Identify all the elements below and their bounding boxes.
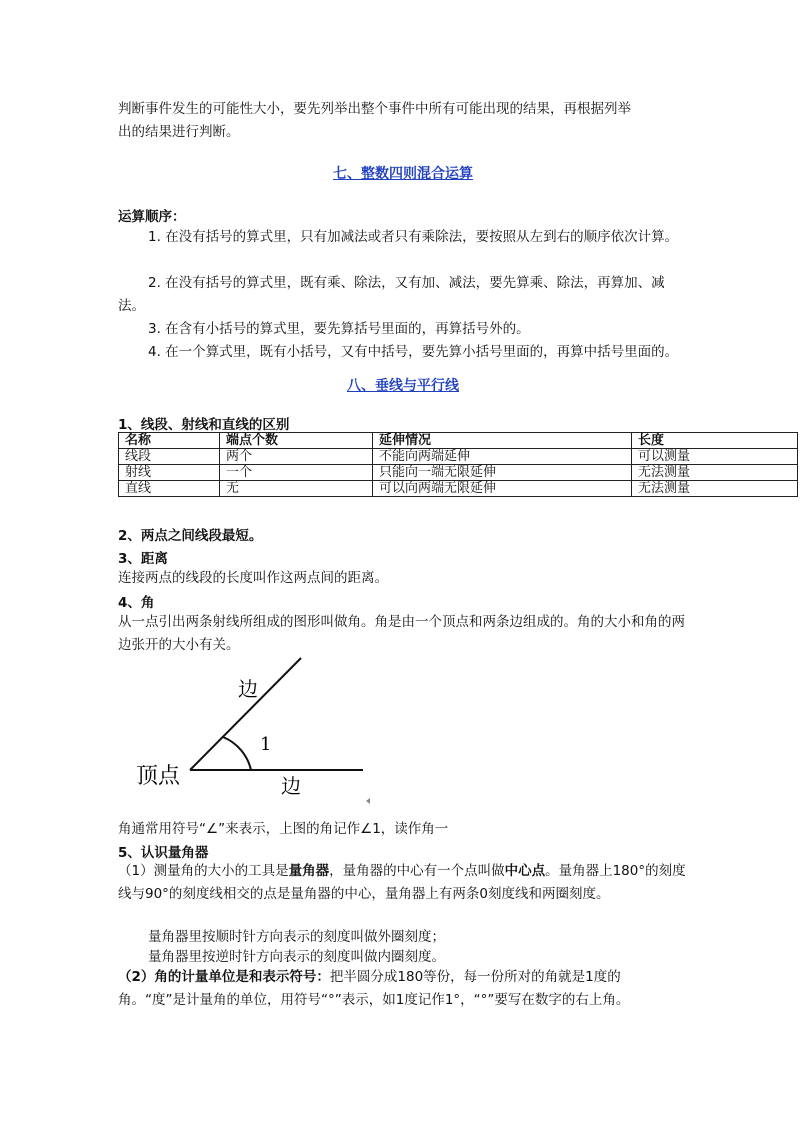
protractor-paragraph-1 xyxy=(118,860,688,906)
table-cell: 只能向一端无限延伸 xyxy=(373,465,632,481)
angle-symbol-text: 角通常用符号“∠”来表示，上图的角记作∠1，读作角一 xyxy=(118,821,449,837)
table-cell: 射线 xyxy=(119,465,220,481)
line-comparison-table xyxy=(118,432,798,497)
order-item-3: 3. 在含有小括号的算式里，要先算括号里面的，再算括号外的。 xyxy=(148,321,530,337)
table-row xyxy=(119,449,798,465)
side-top-label: 边 xyxy=(238,677,258,701)
table-header-row xyxy=(119,433,798,449)
order-item-1: 1. 在没有括号的算式里，只有加减法或者只有乘除法，要按照从左到右的顺序依次计算。 xyxy=(148,229,679,245)
table-cell: 不能向两端延伸 xyxy=(373,449,632,465)
sub-heading-5: 5、认识量角器 xyxy=(118,845,209,861)
protractor-text: （1）测量角的大小的工具是 xyxy=(118,863,289,879)
angle-text: 从一点引出两条射线所组成的图形叫做角。角是由一个顶点和两条边组成的。角的大小和角的两边张开的大小有关。 xyxy=(118,614,685,653)
table-cell: 直线 xyxy=(119,481,220,497)
distance-text: 连接两点的线段的长度叫作这两点间的距离。 xyxy=(118,570,388,586)
table-cell: 两个 xyxy=(220,449,373,465)
table-cell: 可以向两端无限延伸 xyxy=(373,481,632,497)
top-ray xyxy=(190,658,301,770)
sub-heading-3: 3、距离 xyxy=(118,551,168,567)
angle-diagram xyxy=(118,650,388,810)
table-cell: 无法测量 xyxy=(632,481,798,497)
order-item-2: 2. 在没有括号的算式里，既有乘、除法，又有加、减法，要先算乘、除法，再算加、减法。 xyxy=(118,275,665,314)
order-item-4: 4. 在一个算式里，既有小括号，又有中括号，要先算小括号里面的，再算中括号里面的。 xyxy=(148,344,679,360)
header-length: 长度 xyxy=(632,433,798,449)
protractor-term: 量角器 xyxy=(288,863,330,879)
header-endpoints: 端点个数 xyxy=(220,433,373,449)
outer-scale-text: 量角器里按顺时针方向表示的刻度叫做外圈刻度； xyxy=(148,929,445,945)
protractor-text: ，量角器的中心有一个点叫做 xyxy=(329,863,505,879)
intro-line-1: 判断事件发生的可能性大小，要先列举出整个事件中所有可能出现的结果，再根据列举 xyxy=(118,101,631,117)
section-8-title: 八、垂线与平行线 xyxy=(347,378,459,394)
table-cell: 无法测量 xyxy=(632,465,798,481)
order-heading: 运算顺序： xyxy=(118,209,186,225)
section-7-title: 七、整数四则混合运算 xyxy=(333,166,473,182)
unit-heading: （2）角的计量单位是和表示符号： xyxy=(118,969,330,985)
protractor-text: 。量角器上180°的刻度线与90°的刻度线相交的点是量角器的中心，量角器上有两条0刻度线和两圈刻度。 xyxy=(118,863,686,902)
protractor-paragraph-2 xyxy=(118,966,688,1012)
intro-line-2: 出的结果进行判断。 xyxy=(118,124,240,140)
table-row xyxy=(119,465,798,481)
angle-number-label: 1 xyxy=(260,734,272,755)
table-cell: 无 xyxy=(220,481,373,497)
table-cell: 一个 xyxy=(220,465,373,481)
intro-paragraph xyxy=(118,98,688,144)
table-row xyxy=(119,481,798,497)
header-extension: 延伸情况 xyxy=(373,433,632,449)
center-point-term: 中心点 xyxy=(504,863,546,879)
side-bottom-label: 边 xyxy=(281,774,301,798)
vertex-label: 顶点 xyxy=(136,764,181,789)
unit-text: 把半圆分成180等份，每一份所对的角就是1度的角。“度”是计量角的单位，用符号“°”表示，如1度记作1°，“°”要写在数字的右上角。 xyxy=(118,969,630,1008)
table-cell: 线段 xyxy=(119,449,220,465)
inner-scale-text: 量角器里按逆时针方向表示的刻度叫做内圈刻度。 xyxy=(148,949,445,965)
header-name: 名称 xyxy=(119,433,220,449)
sub-heading-4: 4、角 xyxy=(118,595,155,611)
sub-heading-1: 1、线段、射线和直线的区别 xyxy=(118,417,290,433)
sub-heading-2: 2、两点之间线段最短。 xyxy=(118,528,263,544)
angle-arc xyxy=(223,737,251,770)
table-cell: 可以测量 xyxy=(632,449,798,465)
small-marker-icon xyxy=(366,798,370,804)
